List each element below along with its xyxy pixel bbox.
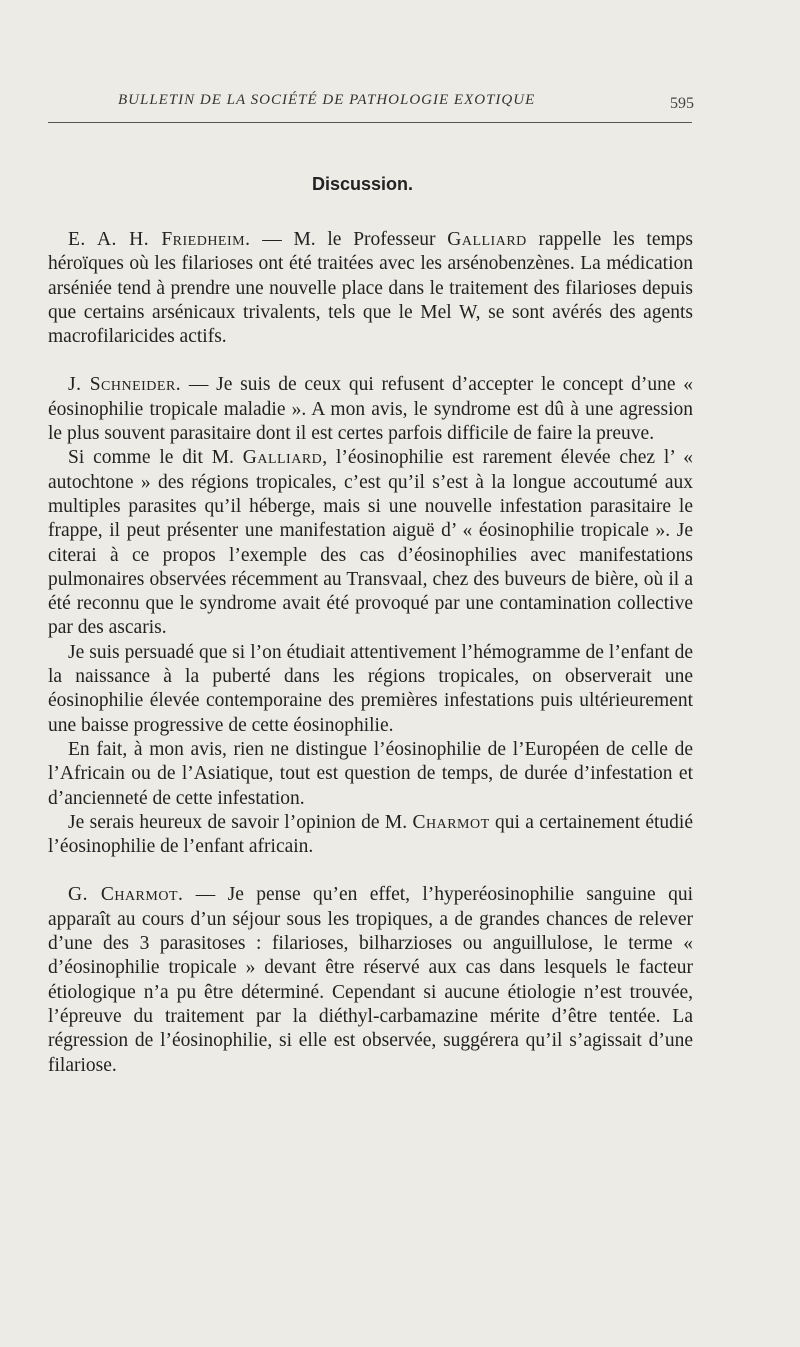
paragraph-schneider-3: Je suis persuadé que si l’on étudiait attentivement l’hémogramme de l’enfant de la naissance à la puberté dans les régions tropicales, on observerait une éosinophilie élevée contemporaine des premières infestations puis ultérieurement une baisse progressive de cette éosinophilie. [48, 641, 693, 736]
paragraph-text: , l’éosinophilie est rarement élevée chez l’ « autochtone » des régions tropicales, c’est qu’il s’est à la longue accoutumé aux multiples parasites qu’il héberge, mais si une nouvelle infestation parasitaire le frappe, il peut présenter une manifestation aiguë d’ « éosinophilie tropicale ». Je citerai à ce propos l’exemple des cas d’éosinophilies avec manifestations pulmonaires observées récemment au Transvaal, chez des buveurs de bière, où il a été reconnu que le syndrome avait été provoqué par une contamination collective par des ascaris. [48, 447, 693, 639]
paragraph-schneider [48, 373, 693, 446]
paragraph-schneider-5 [48, 811, 693, 860]
paragraph-friedheim [48, 228, 693, 349]
paragraph-text: rappelle les temps héroïques où les filarioses ont été traitées avec les arsénobenzènes. La médication arséniée tend à prendre une nouvelle place dans le traitement des filarioses depuis que certains arsénicaux trivalents, tels que le Mel W, se sont avérés des agents macrofilaricides actifs. [48, 229, 694, 348]
speaker-name: J. Schneider. [68, 374, 182, 396]
article-body [48, 228, 693, 1078]
page-number: 595 [670, 95, 694, 112]
paragraph-text: — M. le Professeur [250, 229, 448, 250]
paragraph-text: qui a certainement étudié l’éosinophilie de l’enfant africain. [48, 811, 693, 858]
header-rule [48, 122, 692, 123]
paragraph-text: Si comme le dit M. [68, 447, 243, 469]
running-header: BULLETIN DE LA SOCIÉTÉ DE PATHOLOGIE EXOTIQUE [118, 92, 536, 108]
cited-author: Galliard [242, 447, 323, 469]
paragraph-charmot [48, 883, 693, 1077]
speaker-name: E. A. H. Friedheim. [68, 229, 251, 250]
paragraph-text: — Je pense qu’en effet, l’hyperéosinophilie sanguine qui apparaît au cours d’un séjour sous les tropiques, a de grandes chances de relever d’une des 3 parasitoses : filarioses, bilharzioses ou anguillulose, le terme « d’éosinophilie tropicale » devant être réservé aux cas dans lesquels le facteur étiologique n’a pu être déterminé. Cependant si aucune étiologie n’est trouvée, l’épreuve du traitement par la diéthyl-carbamazine mérite d’être tentée. La régression de l’éosinophilie, si elle est observée, suggérera qu’il s’agissait d’une filariose. [48, 884, 693, 1076]
paragraph-schneider-4: En fait, à mon avis, rien ne distingue l’éosinophilie de l’Européen de celle de l’Africain ou de l’Asiatique, tout est question de temps, de durée d’infestation et d’ancienneté de cette infestation. [48, 738, 693, 809]
paragraph-schneider-2 [48, 446, 693, 640]
paragraph-text: Je serais heureux de savoir l’opinion de M. [68, 811, 413, 833]
speaker-name: G. Charmot. [68, 884, 184, 906]
paragraph-text: — Je suis de ceux qui refusent d’accepter le concept d’une « éosinophilie tropicale maladie ». A mon avis, le syndrome est dû à une agression le plus souvent parasitaire dont il est certes parfois difficile de faire la preuve. [48, 374, 693, 445]
cited-author: Charmot [412, 811, 490, 833]
section-title: Discussion. [312, 174, 414, 194]
cited-author: Galliard [447, 229, 527, 250]
